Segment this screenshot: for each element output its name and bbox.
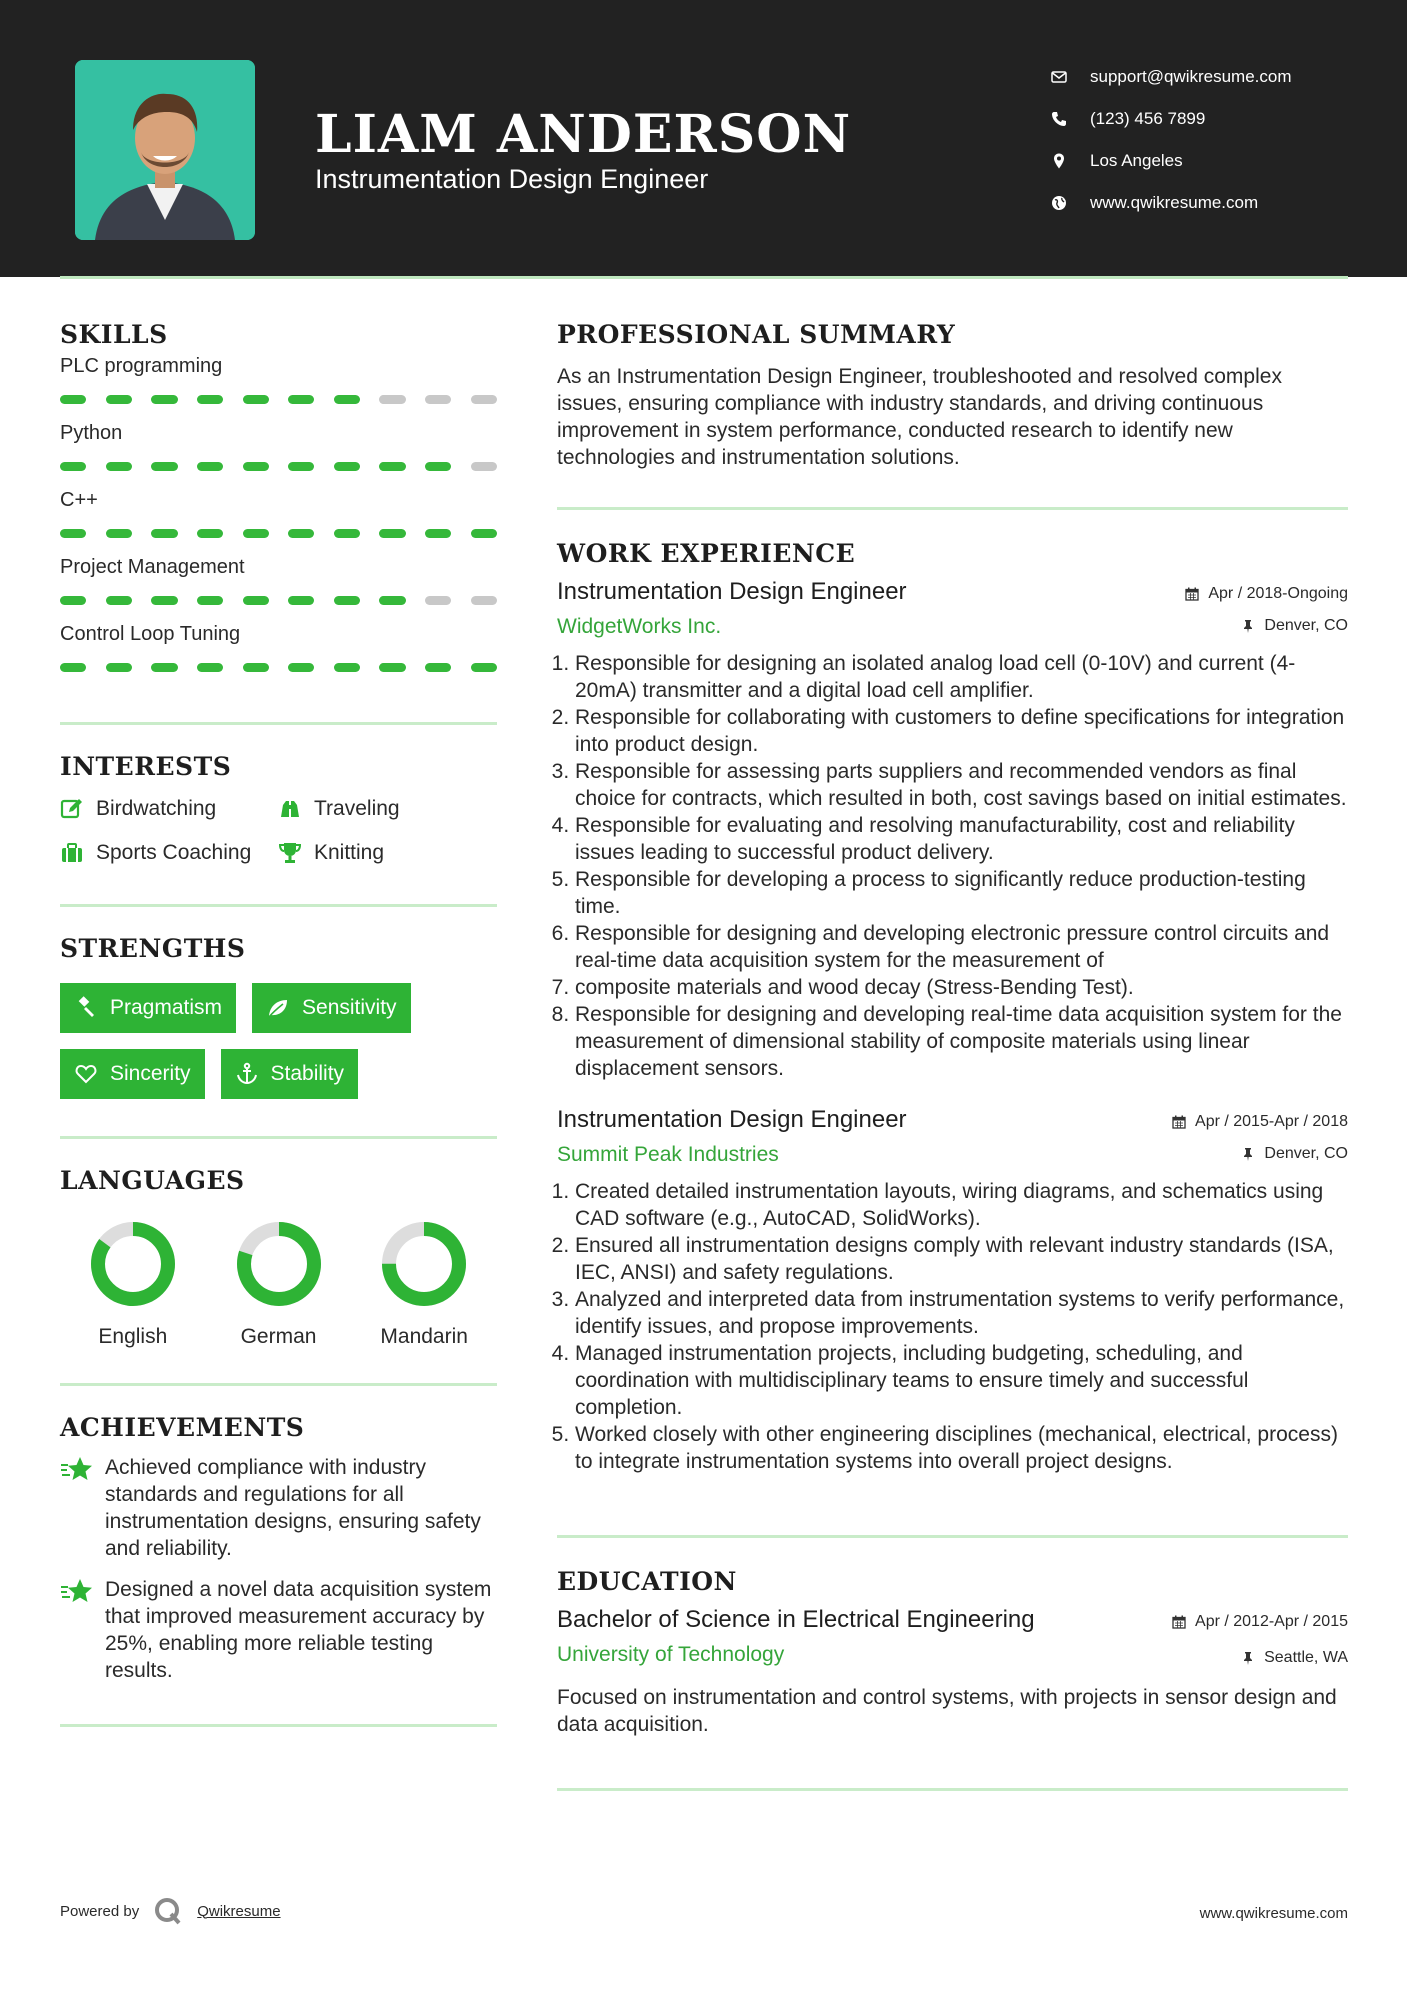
- skill-rating-dot: [379, 395, 405, 404]
- strength-badge: [252, 983, 411, 1033]
- language-name: English: [98, 1325, 168, 1348]
- skill-rating-dot: [334, 462, 360, 471]
- skill-rating-dot: [379, 596, 405, 605]
- right-column: [557, 320, 1348, 1791]
- job-dates: Apr / 2015-Apr / 2018: [1195, 1113, 1348, 1130]
- leaf-icon: [266, 996, 290, 1020]
- skill-name: PLC programming: [60, 355, 223, 377]
- interest-label: Knitting: [314, 841, 385, 864]
- strength-badge: [221, 1049, 359, 1099]
- edit-icon: [60, 797, 84, 821]
- trophy-icon: [278, 841, 302, 865]
- strength-label: Stability: [270, 1062, 345, 1085]
- skill-rating-dot: [288, 663, 314, 672]
- skill-rating-dot: [243, 596, 269, 605]
- skill-rating-dot: [379, 462, 405, 471]
- language-item: [60, 1219, 206, 1349]
- skills-divider: [60, 722, 497, 725]
- experience-title: WORK EXPERIENCE: [557, 539, 856, 568]
- company-name: WidgetWorks Inc.: [557, 615, 722, 638]
- skill-name: Project Management: [60, 556, 245, 578]
- anchor-icon: [235, 1062, 259, 1086]
- skill-rating-dot: [471, 596, 497, 605]
- powered-by-text: Powered by: [60, 1902, 140, 1920]
- strengths-list: [60, 983, 500, 1099]
- duty-item: 3. Responsible for assessing parts suppliers and recommended vendors as final choice for contracts, which resulted in both, cost savings based on initial estimates.: [575, 758, 1348, 812]
- skill-rating: [60, 395, 497, 404]
- skill-rating: [60, 596, 497, 605]
- calendar-icon: [1172, 1615, 1186, 1629]
- brand-link[interactable]: Qwikresume: [197, 1902, 281, 1920]
- strength-label: Sincerity: [110, 1062, 191, 1085]
- skill-item: [60, 422, 497, 471]
- job-dates: Apr / 2018-Ongoing: [1208, 585, 1348, 602]
- duty-item: 3. Analyzed and interpreted data from instrumentation systems to verify performance, identify issues, and propose improvements.: [575, 1286, 1348, 1340]
- duty-item: 1. Responsible for designing an isolated analog load cell (0-10V) and current (4-20mA) transmitter and a digital load cell amplifier.: [575, 650, 1348, 704]
- interest-item: [60, 797, 278, 821]
- skill-rating-dot: [197, 663, 223, 672]
- strength-badge: [60, 1049, 205, 1099]
- skill-rating-dot: [151, 395, 177, 404]
- languages-divider: [60, 1383, 497, 1386]
- pushpin-icon: [1241, 1147, 1255, 1161]
- skill-item: [60, 489, 497, 538]
- skill-rating-dot: [334, 395, 360, 404]
- summary-title: PROFESSIONAL SUMMARY: [557, 320, 956, 349]
- profile-photo-image: [75, 60, 255, 240]
- calendar-icon: [1185, 587, 1199, 601]
- languages-title: LANGUAGES: [60, 1166, 245, 1195]
- resume-header: [0, 0, 1407, 277]
- skill-rating: [60, 529, 497, 538]
- summary-divider: [557, 507, 1348, 510]
- interest-label: Sports Coaching: [96, 841, 252, 864]
- skill-rating-dot: [471, 395, 497, 404]
- duty-item: 4. Managed instrumentation projects, including budgeting, scheduling, and coordination with multidisciplinary teams to ensure timely and successful completion.: [575, 1340, 1348, 1421]
- language-donut-chart: [234, 1219, 324, 1309]
- language-item: [206, 1219, 352, 1349]
- duty-item: 7. composite materials and wood decay (Stress-Bending Test).: [575, 974, 1348, 1001]
- achievements-divider: [60, 1724, 497, 1727]
- duty-item: 2. Ensured all instrumentation designs comply with relevant industry standards (ISA, IEC, ANSI) and safety regulations.: [575, 1232, 1348, 1286]
- skill-rating-dot: [288, 596, 314, 605]
- duty-item: 4. Responsible for evaluating and resolving manufacturability, cost and reliability issues leading to successful product delivery.: [575, 812, 1348, 866]
- skill-rating-dot: [151, 529, 177, 538]
- education-description: Focused on instrumentation and control systems, with projects in sensor design and data acquisition.: [557, 1686, 1337, 1736]
- skill-rating-dot: [60, 663, 86, 672]
- contact-website[interactable]: [1050, 182, 1380, 224]
- skill-rating-dot: [151, 596, 177, 605]
- skill-rating-dot: [106, 462, 132, 471]
- skill-rating-dot: [60, 395, 86, 404]
- interest-item: [60, 841, 278, 865]
- education-dates: Apr / 2012-Apr / 2015: [1195, 1613, 1348, 1630]
- binoculars-icon: [278, 797, 302, 821]
- briefcase-icon: [60, 841, 84, 865]
- footer-website[interactable]: www.qwikresume.com: [1199, 1905, 1348, 1922]
- map-pin-icon: [1050, 152, 1068, 170]
- contact-email[interactable]: [1050, 56, 1380, 98]
- duty-item: 5. Worked closely with other engineering disciplines (mechanical, electrical, process) to integrate instrumentation systems into overall project designs.: [575, 1421, 1348, 1475]
- languages-list: [60, 1219, 497, 1349]
- envelope-icon: [1050, 68, 1068, 86]
- gavel-icon: [74, 996, 98, 1020]
- job-entry: [557, 1106, 1348, 1475]
- strengths-title: STRENGTHS: [60, 934, 246, 963]
- skill-rating-dot: [60, 529, 86, 538]
- job-meta: [1185, 578, 1348, 642]
- language-donut-chart: [88, 1219, 178, 1309]
- education-title: EDUCATION: [557, 1567, 737, 1596]
- duty-item: 6. Responsible for designing and developing electronic pressure control circuits and real-time data acquisition system for the measurement of: [575, 920, 1348, 974]
- duty-item: 5. Responsible for developing a process to significantly reduce production-testing time.: [575, 866, 1348, 920]
- job-duties: [557, 1178, 1348, 1475]
- skill-rating-dot: [243, 462, 269, 471]
- education-divider: [557, 1788, 1348, 1791]
- skill-rating-dot: [243, 395, 269, 404]
- interest-label: Birdwatching: [96, 797, 217, 820]
- job-title: Instrumentation Design Engineer: [557, 1106, 907, 1133]
- calendar-icon: [1172, 1115, 1186, 1129]
- interest-item: [278, 841, 488, 865]
- skill-rating-dot: [288, 395, 314, 404]
- achievement-item: [60, 1576, 497, 1684]
- duty-item: 2. Responsible for collaborating with customers to define specifications for integration into product design.: [575, 704, 1348, 758]
- school-name: University of Technology: [557, 1643, 785, 1666]
- duty-item: 1. Created detailed instrumentation layouts, wiring diagrams, and schematics using CAD software (e.g., AutoCAD, SolidWorks).: [575, 1178, 1348, 1232]
- contact-location: [1050, 140, 1380, 182]
- skill-rating-dot: [106, 663, 132, 672]
- skill-rating-dot: [60, 596, 86, 605]
- language-item: [351, 1219, 497, 1349]
- skill-rating: [60, 462, 497, 471]
- candidate-name: LIAM ANDERSON: [315, 104, 852, 165]
- skill-rating: [60, 663, 497, 672]
- job-title: Instrumentation Design Engineer: [557, 578, 907, 605]
- candidate-title: Instrumentation Design Engineer: [315, 164, 709, 194]
- left-column: [60, 320, 497, 1727]
- job-meta: [1172, 1106, 1348, 1170]
- strength-label: Sensitivity: [302, 996, 397, 1019]
- skill-rating-dot: [379, 663, 405, 672]
- skill-rating-dot: [471, 663, 497, 672]
- company-name: Summit Peak Industries: [557, 1143, 779, 1166]
- language-name: Mandarin: [380, 1325, 468, 1348]
- language-donut-chart: [379, 1219, 469, 1309]
- skill-item: [60, 355, 497, 404]
- interests-divider: [60, 904, 497, 907]
- summary-text: As an Instrumentation Design Engineer, troubleshooted and resolved complex issues, ensuring compliance with industry standards, and driving continuous improvement in system performance, conducted research to identify new technologies and instrumentation solutions.: [557, 365, 1282, 469]
- job-header: [557, 578, 1348, 642]
- skill-item: [60, 623, 497, 672]
- education-entry: [557, 1606, 1348, 1738]
- skills-list: [60, 355, 497, 672]
- skill-rating-dot: [197, 395, 223, 404]
- skill-name: Python: [60, 422, 123, 444]
- experience-divider: [557, 1535, 1348, 1538]
- footer-powered-by: [60, 1896, 281, 1926]
- skill-rating-dot: [197, 529, 223, 538]
- skill-item: [60, 556, 497, 605]
- pushpin-icon: [1241, 619, 1255, 633]
- strength-label: Pragmatism: [110, 996, 223, 1019]
- skill-rating-dot: [334, 529, 360, 538]
- profile-photo: [75, 60, 255, 240]
- skill-rating-dot: [243, 529, 269, 538]
- skill-rating-dot: [243, 663, 269, 672]
- language-name: German: [240, 1325, 317, 1348]
- skills-title: SKILLS: [60, 320, 168, 349]
- job-location: Denver, CO: [1264, 617, 1348, 634]
- interest-item: [278, 797, 488, 821]
- skill-name: Control Loop Tuning: [60, 623, 241, 645]
- skill-rating-dot: [334, 596, 360, 605]
- skill-name: C++: [60, 489, 98, 511]
- skill-rating-dot: [106, 395, 132, 404]
- job-entry: [557, 578, 1348, 1082]
- skill-rating-dot: [151, 462, 177, 471]
- achievements-title: ACHIEVEMENTS: [60, 1413, 305, 1442]
- interests-list: [60, 797, 497, 865]
- contact-phone-text: (123) 456 7899: [1090, 109, 1206, 128]
- skill-rating-dot: [425, 663, 451, 672]
- achievement-text: Designed a novel data acquisition system that improved measurement accuracy by 25%, enabling more reliable testing results.: [105, 1578, 492, 1682]
- strength-badge: [60, 983, 236, 1033]
- interest-label: Traveling: [314, 797, 400, 820]
- skill-rating-dot: [197, 596, 223, 605]
- contact-phone[interactable]: [1050, 98, 1380, 140]
- qwikresume-logo-icon: [153, 1896, 183, 1926]
- skill-rating-dot: [106, 529, 132, 538]
- skill-rating-dot: [288, 529, 314, 538]
- interests-title: INTERESTS: [60, 752, 232, 781]
- contact-email-text: support@qwikresume.com: [1090, 67, 1292, 86]
- skill-rating-dot: [425, 596, 451, 605]
- skill-rating-dot: [379, 529, 405, 538]
- star-burst-icon: [60, 1455, 94, 1485]
- skill-rating-dot: [151, 663, 177, 672]
- skill-rating-dot: [471, 462, 497, 471]
- contact-list: [1050, 56, 1380, 224]
- skill-rating-dot: [471, 529, 497, 538]
- achievement-text: Achieved compliance with industry standards and regulations for all instrumentation designs, ensuring safety and reliability.: [105, 1456, 481, 1560]
- pushpin-icon: [1241, 1651, 1255, 1665]
- degree-title: Bachelor of Science in Electrical Engineering: [557, 1606, 1035, 1633]
- job-header: [557, 1106, 1348, 1170]
- star-burst-icon: [60, 1577, 94, 1607]
- strengths-divider: [60, 1136, 497, 1139]
- skill-rating-dot: [425, 462, 451, 471]
- skill-rating-dot: [106, 596, 132, 605]
- skill-rating-dot: [334, 663, 360, 672]
- phone-icon: [1050, 110, 1068, 128]
- contact-website-text: www.qwikresume.com: [1090, 193, 1259, 212]
- skill-rating-dot: [425, 529, 451, 538]
- heart-icon: [74, 1062, 98, 1086]
- achievement-item: [60, 1454, 497, 1562]
- skill-rating-dot: [197, 462, 223, 471]
- contact-location-text: Los Angeles: [1090, 151, 1183, 170]
- skill-rating-dot: [288, 462, 314, 471]
- job-duties: [557, 650, 1348, 1082]
- education-meta: [1172, 1606, 1348, 1674]
- education-header: [557, 1606, 1348, 1674]
- skill-rating-dot: [60, 462, 86, 471]
- duty-item: 8. Responsible for designing and developing real-time data acquisition system for the measurement of dimensional stability of composite materials using linear displacement sensors.: [575, 1001, 1348, 1082]
- skill-rating-dot: [425, 395, 451, 404]
- globe-icon: [1050, 194, 1068, 212]
- header-divider: [60, 276, 1348, 279]
- job-location: Denver, CO: [1264, 1145, 1348, 1162]
- education-location: Seattle, WA: [1264, 1649, 1348, 1666]
